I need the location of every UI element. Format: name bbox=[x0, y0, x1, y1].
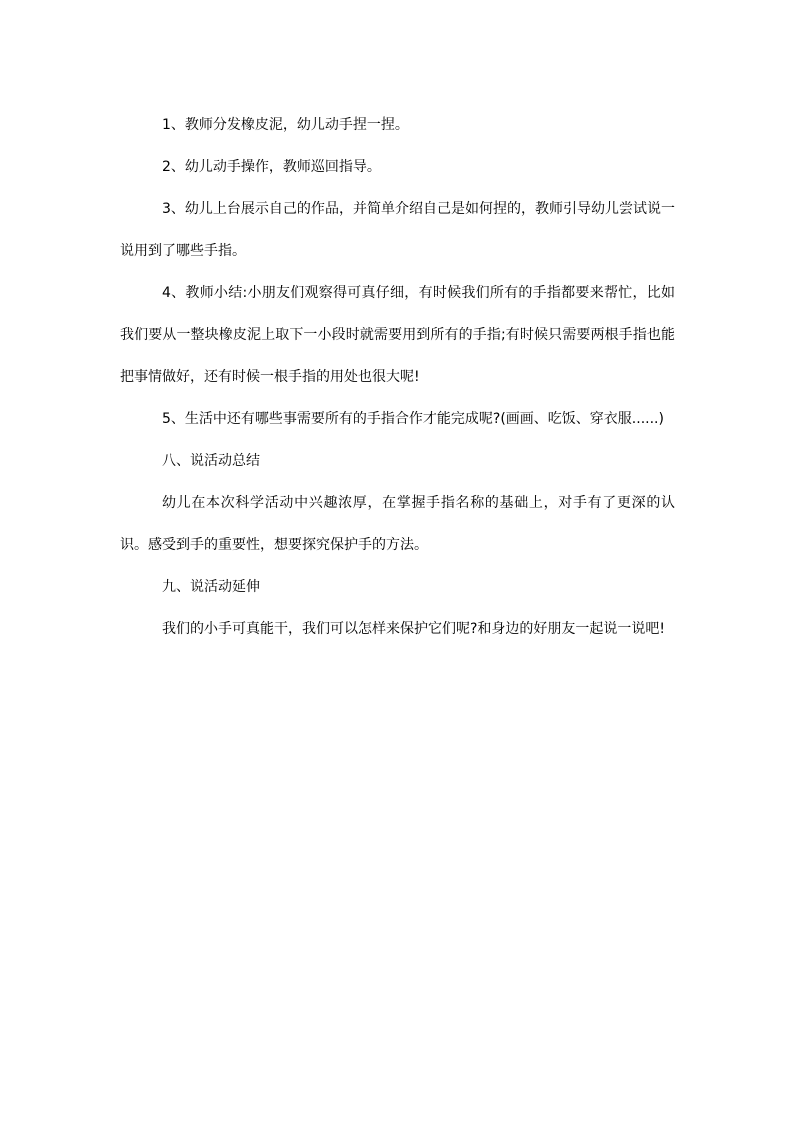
document-body bbox=[120, 104, 675, 650]
section-heading-extension: 九、说活动延伸 bbox=[162, 579, 260, 595]
paragraph-step-5: 5、生活中还有哪些事需要所有的手指合作才能完成呢?(画画、吃饭、穿衣服......) bbox=[162, 411, 664, 427]
paragraph-step-4: 4、教师小结:小朋友们观察得可真仔细，有时候我们所有的手指都要来帮忙，比如我们要从一整块橡皮泥上取下一小段时就需要用到所有的手指;有时候只需要两根手指也能把事情做好，还有时候一根手指的用处也很大呢! bbox=[120, 285, 675, 385]
paragraph-step-2: 2、幼儿动手操作，教师巡回指导。 bbox=[162, 159, 381, 175]
paragraph-summary: 幼儿在本次科学活动中兴趣浓厚，在掌握手指名称的基础上，对手有了更深的认识。感受到手的重要性，想要探究保护手的方法。 bbox=[120, 495, 675, 553]
paragraph-extension: 我们的小手可真能干，我们可以怎样来保护它们呢?和身边的好朋友一起说一说吧! bbox=[162, 621, 666, 637]
paragraph-step-1: 1、教师分发橡皮泥，幼儿动手捏一捏。 bbox=[162, 117, 409, 133]
paragraph-step-3: 3、幼儿上台展示自己的作品，并简单介绍自己是如何捏的，教师引导幼儿尝试说一说用到了哪些手指。 bbox=[120, 201, 675, 259]
section-heading-summary: 八、说活动总结 bbox=[162, 453, 260, 469]
